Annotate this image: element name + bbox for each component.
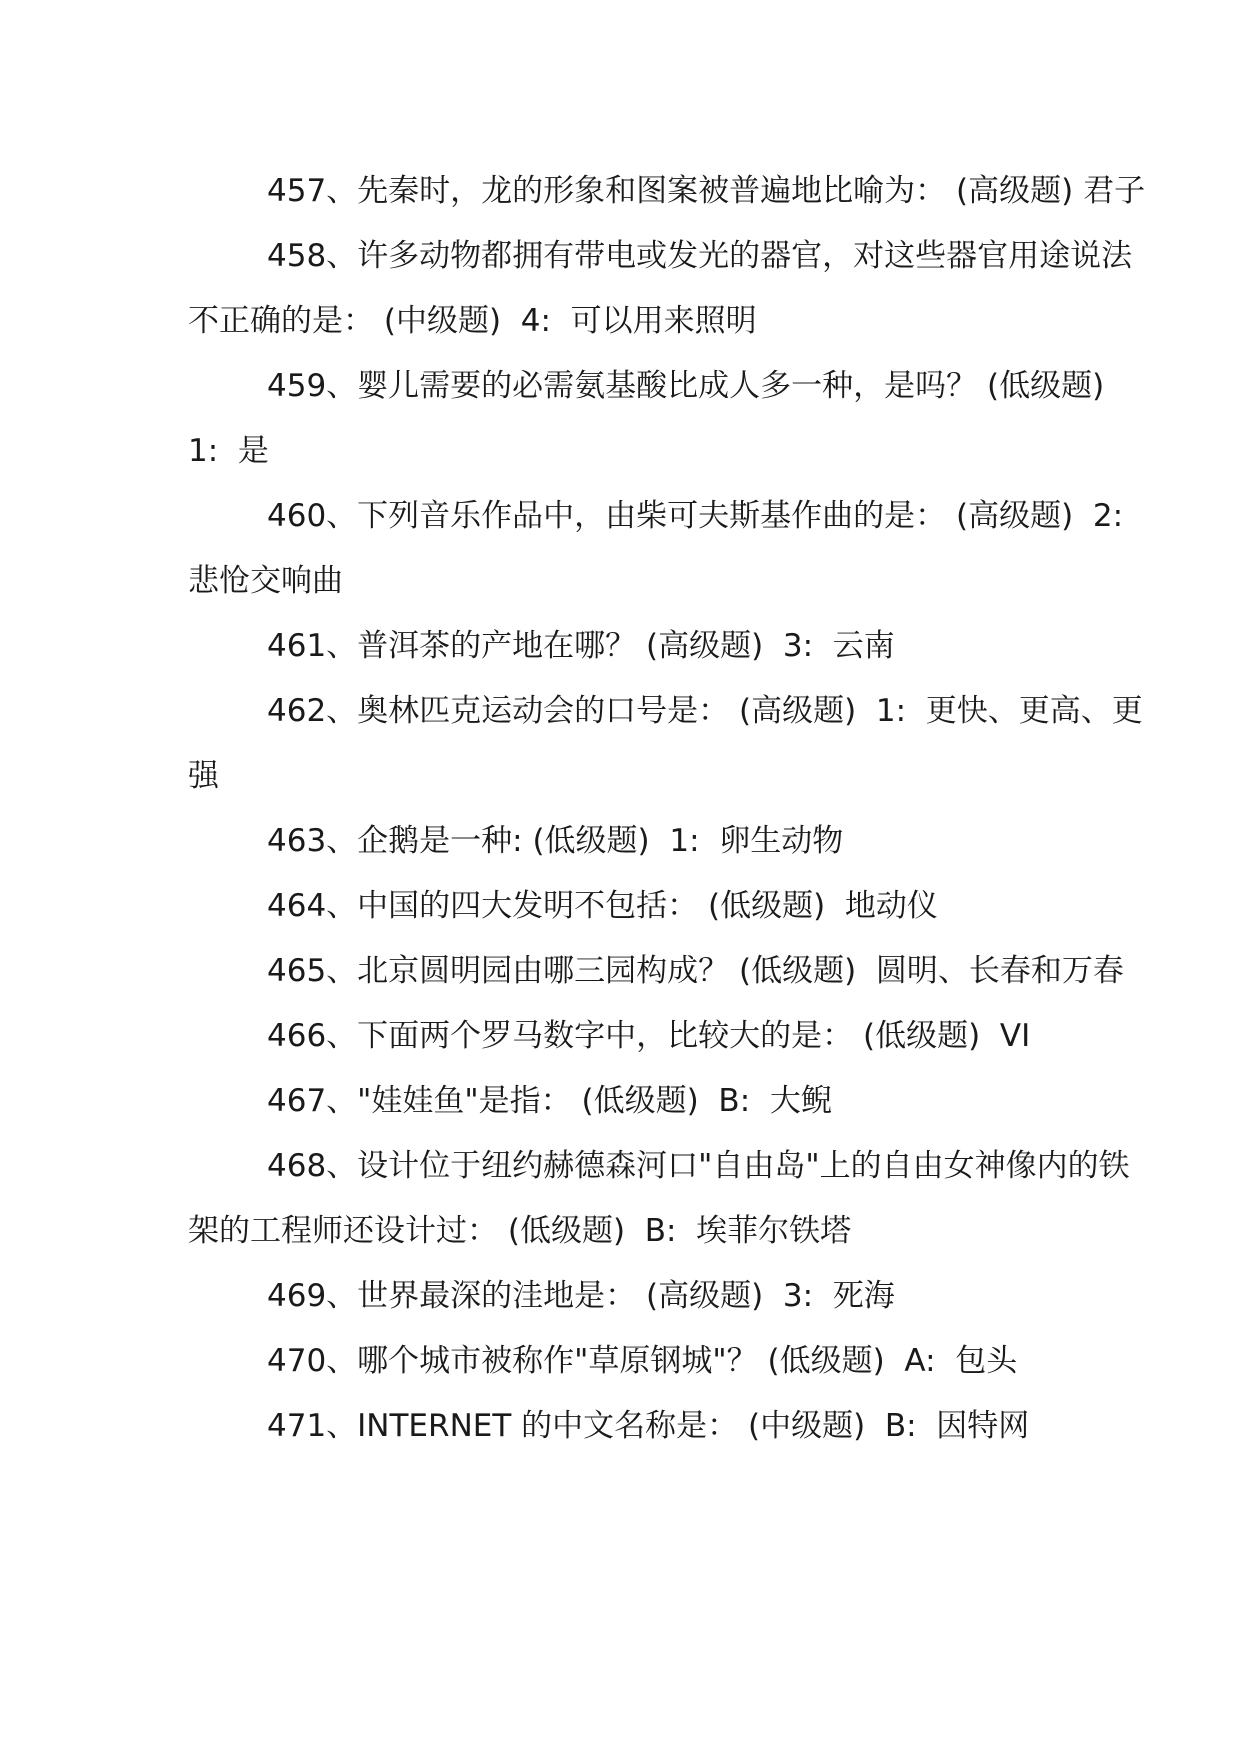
question-item [188, 159, 1150, 224]
question-text: 460、下列音乐作品中，由柴可夫斯基作曲的是： (高级题) 2: 悲怆交响曲 [188, 498, 1143, 599]
question-item [188, 1069, 1150, 1134]
question-item [188, 224, 1150, 354]
question-item [188, 1394, 1150, 1459]
question-item [188, 939, 1150, 1004]
question-item [188, 874, 1150, 939]
question-text: 458、许多动物都拥有带电或发光的器官，对这些器官用途说法不正确的是： (中级题) 4: 可以用来照明 [188, 238, 1133, 339]
question-item [188, 1264, 1150, 1329]
question-text: 467、"娃娃鱼"是指： (低级题) B: 大鲵 [267, 1083, 832, 1119]
question-text: 470、哪个城市被称作"草原钢城"？ (低级题) A: 包头 [267, 1343, 1018, 1379]
question-item [188, 679, 1150, 809]
question-text: 464、中国的四大发明不包括： (低级题) 地动仪 [267, 888, 938, 924]
question-text: 461、普洱茶的产地在哪？ (高级题) 3: 云南 [267, 628, 895, 664]
question-text: 459、婴儿需要的必需氨基酸比成人多一种，是吗？ (低级题) 1: 是 [188, 368, 1124, 469]
question-text: 471、INTERNET 的中文名称是： (中级题) B: 因特网 [267, 1408, 1030, 1444]
question-text: 462、奥林匹克运动会的口号是： (高级题) 1: 更快、更高、更强 [188, 693, 1143, 794]
question-text: 457、先秦时，龙的形象和图案被普遍地比喻为： (高级题) 君子 [267, 173, 1146, 209]
question-item [188, 809, 1150, 874]
question-item [188, 1329, 1150, 1394]
question-list [188, 159, 1150, 1459]
question-text: 469、世界最深的洼地是： (高级题) 3: 死海 [267, 1278, 895, 1314]
question-item [188, 484, 1150, 614]
question-item [188, 1004, 1150, 1069]
question-text: 465、北京圆明园由哪三园构成？ (低级题) 圆明、长春和万春 [267, 953, 1124, 989]
question-text: 466、下面两个罗马数字中，比较大的是： (低级题) VI [267, 1018, 1031, 1054]
question-item [188, 1134, 1150, 1264]
question-text: 463、企鹅是一种: (低级题) 1: 卵生动物 [267, 823, 844, 859]
question-item [188, 354, 1150, 484]
question-text: 468、设计位于纽约赫德森河口"自由岛"上的自由女神像内的铁架的工程师还设计过： (低级题) B: 埃菲尔铁塔 [188, 1148, 1130, 1249]
question-item [188, 614, 1150, 679]
